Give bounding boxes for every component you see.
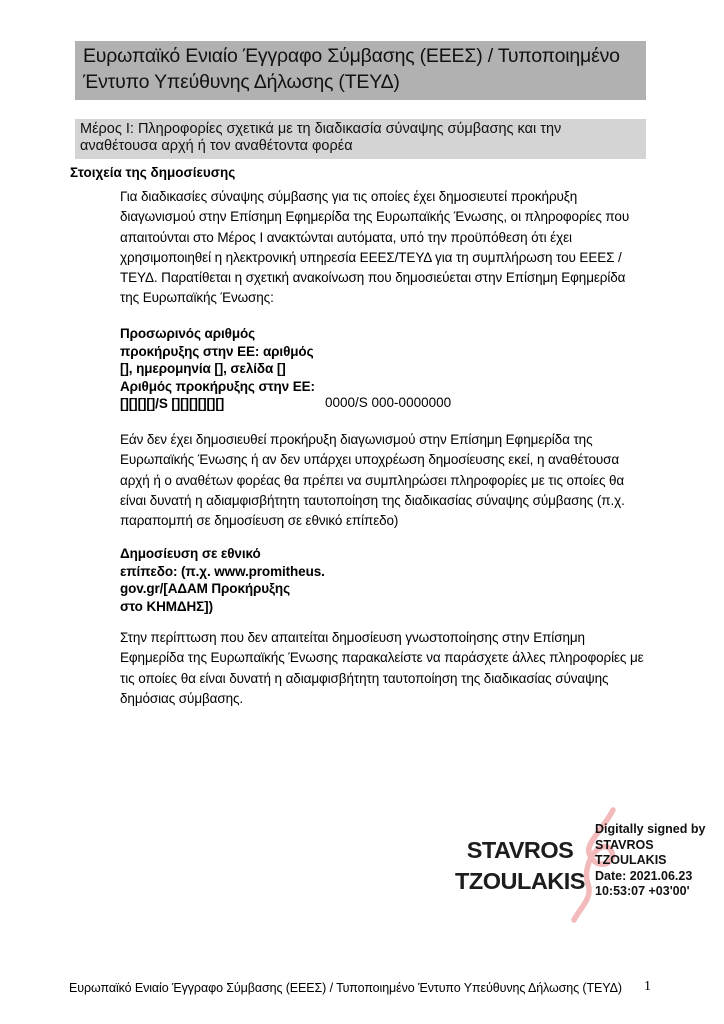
- notice-number-label: [120, 325, 315, 413]
- text-line: στο ΚΗΜΔΗΣ]): [120, 598, 213, 614]
- national-publication-label: [120, 545, 325, 615]
- publication-details-subheading: Στοιχεία της δημοσίευσης: [70, 165, 236, 180]
- text-line: [][][][]/S [][][][][][]: [120, 396, 225, 412]
- text-line: [], ημερομηνία [], σελίδα []: [120, 361, 286, 377]
- text-line: TZOULAKIS: [595, 853, 667, 868]
- text-line: Αριθμός προκήρυξης στην ΕΕ:: [120, 378, 315, 394]
- text-line: Δημοσίευση σε εθνικό: [120, 546, 261, 561]
- text-line: Προσωρινός αριθμός: [120, 326, 256, 341]
- paragraph-other-information: Στην περίπτωση που δεν απαιτείται δημοσίευση γνωστοποίησης στην Επίσημη Εφημερίδα της Ευρωπαϊκής Ένωσης παρακαλείστε να παράσχετε άλλες πληροφορίες με τις οποίες θα είναι δυνατή η αδιαμφισβήτητη ταυτοποίηση της διαδικασίας σύναψης δημόσιας σύμβασης.: [120, 630, 644, 706]
- text-line: Digitally signed by: [595, 822, 706, 836]
- document-title: Ευρωπαϊκό Ενιαίο Έγγραφο Σύμβασης (ΕΕΕΣ) / Τυποποιημένο Έντυπο Υπεύθυνης Δήλωσης (ΤΕΥΔ): [75, 41, 646, 100]
- text-line: gov.gr/[ΑΔΑΜ Προκήρυξης: [120, 581, 291, 597]
- part1-heading: Μέρος Ι: Πληροφορίες σχετικά με τη διαδικασία σύναψης σύμβασης και την αναθέτουσα αρχή ή τον αναθέτοντα φορέα: [75, 119, 646, 159]
- page-number: 1: [644, 979, 651, 994]
- signature-details: [595, 822, 720, 900]
- footer-document-title: Ευρωπαϊκό Ενιαίο Έγγραφο Σύμβασης (ΕΕΕΣ) / Τυποποιημένο Έντυπο Υπεύθυνης Δήλωσης (ΤΕΥΔ): [69, 981, 622, 995]
- text-line: TZOULAKIS: [455, 868, 585, 894]
- text-line: Date: 2021.06.23: [595, 868, 693, 883]
- text-line: επίπεδο: (π.χ. www.promitheus.: [120, 563, 325, 579]
- digital-signature-field[interactable]: [445, 805, 723, 920]
- text-line: προκήρυξης στην ΕΕ: αριθμός: [120, 343, 314, 359]
- notice-number-value: 0000/S 000-0000000: [325, 395, 452, 410]
- signer-name: [445, 835, 595, 897]
- text-line: 10:53:07 +03'00': [595, 884, 690, 899]
- paragraph-ojeu-auto-retrieval: Για διαδικασίες σύναψης σύμβασης για τις οποίες έχει δημοσιευτεί προκήρυξη διαγωνισμού στην Επίσημη Εφημερίδα της Ευρωπαϊκής Ένωσης, οι πληροφορίες που απαιτούνται στο Μέρος Ι ανακτώνται αυτόματα, υπό την προϋπόθεση ότι έχει χρησιμοποιηθεί η ηλεκτρονική υπηρεσία ΕΕΕΣ/ΤΕΥΔ για τη συμπλήρωση του ΕΕΕΣ /ΤΕΥΔ. Παρατίθεται η σχετική ανακοίνωση που δημοσιεύεται στην Επίσημη Εφημερίδα της Ευρωπαϊκής Ένωσης:: [120, 189, 630, 306]
- text-line: STAVROS: [466, 837, 574, 863]
- text-line: STAVROS: [595, 837, 654, 852]
- paragraph-no-ojeu-publication: Εάν δεν έχει δημοσιευθεί προκήρυξη διαγωνισμού στην Επίσημη Εφημερίδα της Ευρωπαϊκής Ένωσης ή αν δεν υπάρχει υποχρέωση δημοσίευσης εκεί, η αναθέτουσα αρχή ή ο αναθέτων φορέας θα πρέπει να συμπληρώσει πληροφορίες με τις οποίες θα είναι δυνατή η αδιαμφισβήτητη ταυτοποίηση της διαδικασίας σύναψης σύμβασης (π.χ. παραπομπή σε δημοσίευση σε εθνικό επίπεδο): [120, 432, 625, 529]
